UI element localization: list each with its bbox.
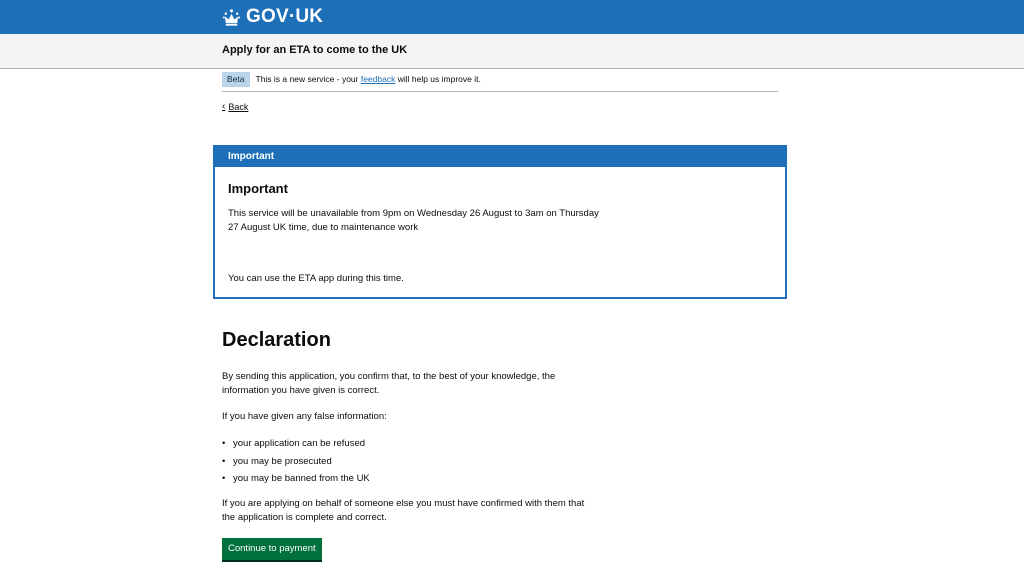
declaration-intro: By sending this application, you confirm that, to the best of your knowledge, the information you have given is correct. <box>222 371 556 396</box>
notice-body-app: You can use the ETA app during this time. <box>228 273 404 284</box>
back-link[interactable] <box>222 101 248 112</box>
chevron-left-icon: ‹ <box>222 101 226 112</box>
false-info-lead: If you have given any false information: <box>222 411 387 422</box>
phase-text-before: This is a new service - your <box>255 74 361 84</box>
service-name[interactable]: Apply for an ETA to come to the UK <box>222 44 408 56</box>
crown-icon <box>222 8 241 27</box>
phase-banner-text <box>256 72 481 87</box>
notice-body: This service will be unavailable from 9pm on Wednesday 26 August to 3am on Thursday 27 August UK time, due to maintenance work <box>228 208 599 233</box>
beta-tag: Beta <box>222 72 250 87</box>
phase-banner <box>222 72 778 92</box>
service-navigation <box>0 34 1024 69</box>
notice-heading: Important <box>228 181 288 196</box>
back-link-label: Back <box>228 101 249 112</box>
page-title: Declaration <box>222 329 331 351</box>
gov-header <box>0 0 1024 34</box>
important-notification-banner <box>213 145 787 299</box>
logo-text: GOV·UK <box>246 6 324 27</box>
behalf-text: If you are applying on behalf of someone else you must have confirmed with them that the application is complete and correct. <box>222 498 585 523</box>
feedback-link[interactable]: feedback <box>360 74 396 84</box>
phase-text-after: will help us improve it. <box>395 74 481 84</box>
govuk-logo-link[interactable] <box>222 6 323 28</box>
list-item: • your application can be refused <box>222 435 370 453</box>
list-item: • you may be banned from the UK <box>222 470 370 488</box>
list-item: • you may be prosecuted <box>222 453 370 471</box>
continue-to-payment-button[interactable]: Continue to payment <box>222 538 322 560</box>
consequences-list <box>222 435 370 488</box>
notice-title-bar: Important <box>215 147 785 167</box>
